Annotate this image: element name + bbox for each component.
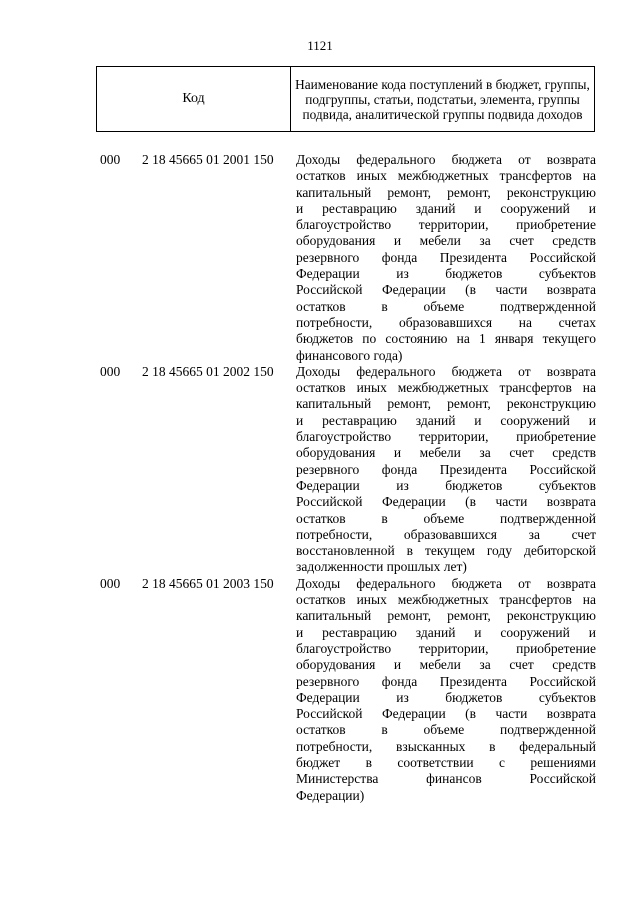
description-line: остатков в объеме подтвержденной (296, 298, 596, 314)
description-line: и реставрацию зданий и сооружений и (296, 624, 596, 640)
description-line: финансового года) (296, 347, 403, 363)
admin-code: 000 (100, 152, 121, 167)
description-line: задолженности прошлых лет) (296, 559, 467, 575)
description-line: восстановленной в текущем году дебиторской (296, 543, 596, 559)
description-line: резервного фонда Президента Российской (296, 673, 596, 689)
description-line: оборудования и мебели за счет средств (296, 657, 596, 673)
description-line: резервного фонда Президента Российской (296, 249, 596, 265)
description-line: Федерации из бюджетов субъектов (296, 477, 596, 493)
description-line: остатков иных межбюджетных трансфертов на (296, 380, 596, 396)
income-description (296, 364, 596, 576)
description-line: благоустройство территории, приобретение (296, 217, 596, 233)
description-line: оборудования и мебели за счет средств (296, 445, 596, 461)
description-line: Российской Федерации (в части возврата (296, 706, 596, 722)
description-line: бюджетов по состоянию на 1 января текущего (296, 331, 596, 347)
description-line: потребности, взысканных в федеральный (296, 738, 596, 754)
description-line: благоустройство территории, приобретение (296, 429, 596, 445)
description-line: и реставрацию зданий и сооружений и (296, 412, 596, 428)
table-row (100, 364, 596, 576)
description-line: резервного фонда Президента Российской (296, 461, 596, 477)
description-line: капитальный ремонт, ремонт, реконструкцию (296, 184, 596, 200)
description-line: капитальный ремонт, ремонт, реконструкцию (296, 396, 596, 412)
table-body (100, 152, 596, 804)
description-line: капитальный ремонт, ремонт, реконструкцию (296, 608, 596, 624)
description-line: потребности, образовавшихся за счет (296, 526, 596, 542)
page-number: 1121 (307, 38, 333, 53)
description-line: Доходы федерального бюджета от возврата (296, 152, 596, 167)
income-description (296, 576, 596, 804)
description-line: Российской Федерации (в части возврата (296, 494, 596, 510)
header-code-cell: Код (97, 67, 291, 131)
table-header (96, 66, 595, 132)
description-line: остатков иных межбюджетных трансфертов на (296, 168, 596, 184)
description-line: Министерства финансов Российской (296, 771, 596, 787)
description-line: Доходы федерального бюджета от возврата (296, 363, 596, 379)
description-line: Российской Федерации (в части возврата (296, 282, 596, 298)
table-row (100, 576, 596, 804)
description-line: остатков иных межбюджетных трансфертов на (296, 592, 596, 608)
table-row (100, 152, 596, 364)
description-line: благоустройство территории, приобретение (296, 640, 596, 656)
description-line: Федерации из бюджетов субъектов (296, 689, 596, 705)
description-line: Федерации) (296, 787, 365, 803)
income-code: 2 18 45665 01 2001 150 (142, 152, 274, 167)
income-code: 2 18 45665 01 2003 150 (142, 575, 274, 591)
header-name-cell: Наименование кода поступлений в бюджет, группы, подгруппы, статьи, подстатьи, элемента, группы подвида, аналитической группы подвида доходов (295, 76, 590, 122)
description-line: бюджет в соответствии с решениями (296, 754, 596, 770)
admin-code: 000 (100, 363, 121, 379)
description-line: остатков в объеме подтвержденной (296, 510, 596, 526)
income-code: 2 18 45665 01 2002 150 (142, 363, 274, 379)
description-line: и реставрацию зданий и сооружений и (296, 200, 596, 216)
description-line: потребности, образовавшихся на счетах (296, 314, 596, 330)
income-description (296, 152, 596, 364)
admin-code: 000 (100, 575, 121, 591)
description-line: Доходы федерального бюджета от возврата (296, 575, 596, 591)
description-line: остатков в объеме подтвержденной (296, 722, 596, 738)
description-line: Федерации из бюджетов субъектов (296, 266, 596, 282)
description-line: оборудования и мебели за счет средств (296, 233, 596, 249)
